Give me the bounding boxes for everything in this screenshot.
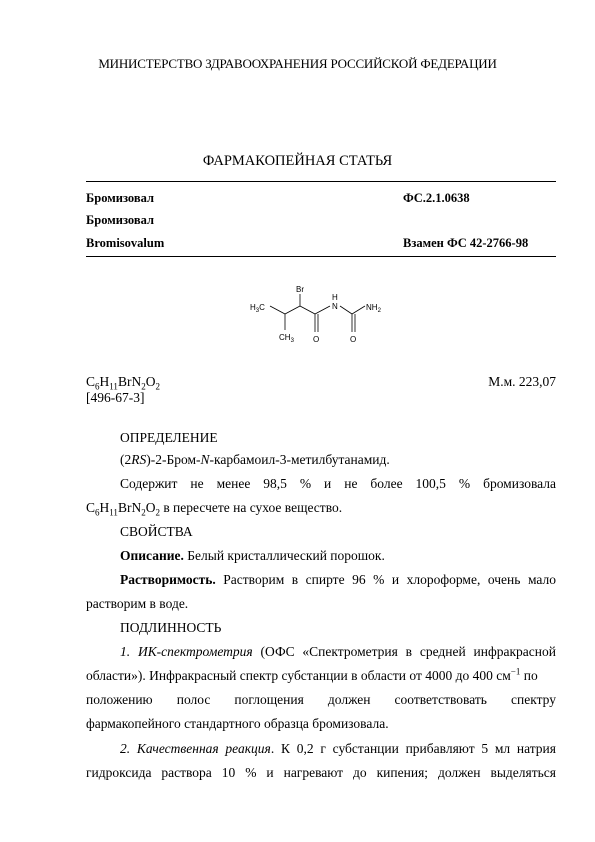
replaces-note: Взамен ФС 42-2766-98: [403, 236, 529, 250]
header-top-rule: [86, 181, 556, 182]
drug-name-russian: Бромизовал: [86, 191, 154, 205]
molecular-weight: М.м. 223,07: [488, 374, 556, 389]
molecular-formula: $C_6H_{11}BrN_2O_2$: [86, 374, 160, 392]
label-o1: O: [313, 335, 320, 344]
ministry-header: МИНИСТЕРСТВО ЗДРАВООХРАНЕНИЯ РОССИЙСКОЙ ФЕДЕРАЦИИ: [98, 56, 497, 71]
ir-line-1: 1. ИК-спектрометрия (ОФС «Спектрометрия в средней инфракрасной: [120, 644, 556, 659]
header-bottom-rule: [86, 256, 556, 257]
label-o2: O: [350, 335, 357, 344]
heading-definition: ОПРЕДЕЛЕНИЕ: [120, 430, 218, 445]
label-h3c: $H_3C$: [250, 303, 265, 314]
qual-line-1: 2. Качественная реакция. К 0,2 г субстанции прибавляют 5 мл натрия: [120, 741, 556, 756]
drug-name-russian-2: Бромизовал: [86, 213, 154, 227]
ir-line-2: области»). Инфракрасный спектр субстанции в области от 4000 до 400 $см^{-1}$ по: [86, 666, 538, 683]
document-title: ФАРМАКОПЕЙНАЯ СТАТЬЯ: [202, 153, 393, 169]
ir-line-4: фармакопейного стандартного образца бромизовала.: [86, 716, 389, 731]
solubility-line-2: растворим в воде.: [86, 596, 189, 611]
content-line-1: Содержит не менее 98,5 % и не более 100,5 % бромизовала: [120, 476, 556, 491]
label-nh-h: H: [332, 293, 338, 302]
heading-identity: ПОДЛИННОСТЬ: [120, 620, 222, 635]
qual-line-2: гидроксида раствора 10 % и нагревают до кипения; должен выделяться: [86, 765, 556, 780]
heading-properties: СВОЙСТВА: [120, 524, 193, 539]
ir-line-3: положению полос поглощения должен соответствовать спектру: [86, 692, 556, 707]
content-line-2: $C_6H_{11}BrN_2O_2$ в пересчете на сухое вещество.: [86, 500, 343, 518]
skeleton-bonds: [270, 294, 365, 332]
solubility-line-1: Растворимость. Растворим в спирте 96 % и хлороформе, очень мало: [120, 572, 556, 587]
label-ch3: $CH_3$: [279, 333, 294, 344]
label-n: N: [332, 302, 338, 311]
description: Описание. Белый кристаллический порошок.: [120, 548, 385, 563]
monograph-code: ФС.2.1.0638: [403, 191, 470, 205]
cas-number: [496-67-3]: [86, 390, 145, 405]
drug-name-latin: Bromisovalum: [86, 236, 165, 250]
label-br: Br: [296, 285, 304, 294]
chemical-name: (2RS)-2-Бром-N-карбамоил-3-метилбутанамид.: [120, 452, 390, 467]
structural-formula: [248, 282, 398, 354]
label-nh2: $NH_2$: [366, 303, 381, 314]
